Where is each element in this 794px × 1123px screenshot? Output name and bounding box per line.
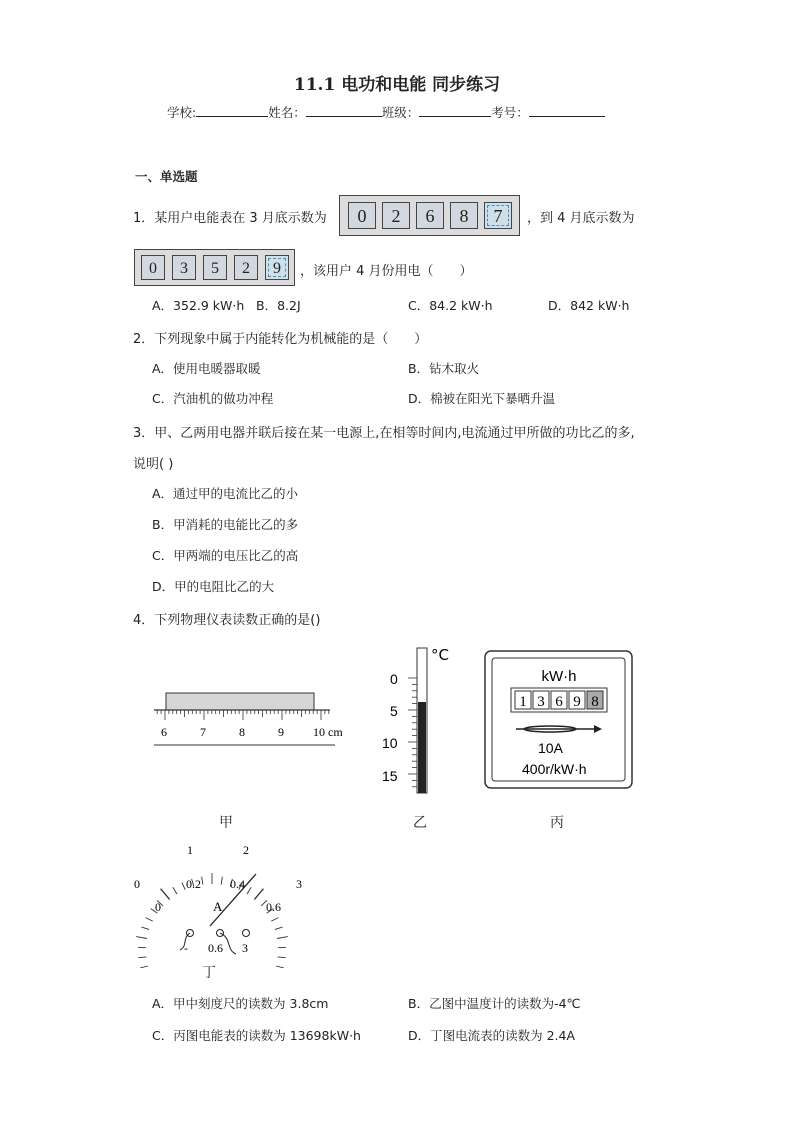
q1-text-b: ，到 4 月底示数为 bbox=[527, 211, 635, 226]
ammeter-tick bbox=[278, 957, 286, 958]
q4-option-b[interactable]: B．乙图中温度计的读数为-4℃ bbox=[408, 996, 581, 1011]
page-title: 11.1 电功和电能 同步练习 bbox=[293, 75, 501, 95]
ammeter-outer-label: 0 bbox=[134, 877, 140, 891]
ammeter-tick bbox=[221, 877, 222, 885]
q4-text: 4．下列物理仪表读数正确的是() bbox=[133, 613, 321, 628]
ammeter-tick bbox=[146, 918, 153, 922]
ruler-tick-label: 7 bbox=[200, 725, 206, 739]
q3-option-b[interactable]: B．甲消耗的电能比乙的多 bbox=[152, 517, 299, 532]
ruler-tick-label: 8 bbox=[239, 725, 245, 739]
thermometer-tick-label: 10 bbox=[382, 735, 398, 751]
terminal-label: - bbox=[184, 941, 188, 955]
class-label: 班级： bbox=[381, 105, 420, 120]
ammeter-tick bbox=[138, 957, 146, 958]
ruler-figure bbox=[150, 685, 360, 755]
q1-text-a: 1．某用户电能表在 3 月底示数为 bbox=[133, 211, 327, 226]
thermometer-tick-label: 0 bbox=[390, 671, 398, 687]
ammeter-inner-label: 0.6 bbox=[266, 900, 281, 914]
q1-option-c[interactable]: C．84.2 kW·h bbox=[408, 298, 493, 313]
ammeter-tick bbox=[202, 877, 203, 885]
meter1-digit: 8 bbox=[450, 202, 478, 229]
thermometer-ticks bbox=[408, 678, 417, 787]
q2-option-d[interactable]: D．棉被在阳光下暴晒升温 bbox=[408, 391, 556, 406]
ammeter-symbol: A bbox=[213, 899, 223, 914]
figure-label-ding: 丁 bbox=[202, 965, 216, 981]
ruler-ticks bbox=[157, 710, 329, 720]
thermometer-tick-label: 5 bbox=[390, 703, 398, 719]
terminal-label: 0.6 bbox=[208, 941, 223, 955]
q3-option-a[interactable]: A．通过甲的电流比乙的小 bbox=[152, 486, 299, 501]
exam-no-blank[interactable] bbox=[529, 104, 605, 117]
q2-option-b[interactable]: B．钻木取火 bbox=[408, 361, 480, 376]
ammeter-tick bbox=[247, 887, 251, 894]
ammeter-tick bbox=[277, 937, 288, 939]
energy-digit: 1 bbox=[519, 694, 527, 710]
ammeter-tick bbox=[276, 966, 284, 968]
energy-digit: 9 bbox=[573, 694, 581, 710]
ammeter-outer-label: 1 bbox=[187, 843, 193, 857]
terminal-label: 3 bbox=[242, 941, 248, 955]
q2-text: 2．下列现象中属于内能转化为机械能的是（ ） bbox=[133, 332, 428, 347]
measured-block bbox=[166, 693, 314, 710]
q2-option-a[interactable]: A．使用电暖器取暖 bbox=[152, 361, 261, 376]
name-label: 姓名： bbox=[268, 105, 306, 120]
q4-option-d[interactable]: D．丁图电流表的读数为 2.4A bbox=[408, 1028, 576, 1043]
meter1-digit-decimal: 7 bbox=[484, 202, 512, 229]
thermometer-figure bbox=[380, 642, 460, 802]
meter2-digit: 2 bbox=[234, 255, 258, 280]
ammeter-tick bbox=[142, 927, 150, 930]
energy-meter-rate: 400r/kW·h bbox=[522, 761, 587, 777]
meter1-digit: 2 bbox=[382, 202, 410, 229]
school-blank[interactable] bbox=[196, 104, 268, 117]
ammeter-inner-label: 0 bbox=[155, 900, 161, 914]
q4-option-a[interactable]: A．甲中刻度尺的读数为 3.8cm bbox=[152, 996, 329, 1011]
figure-label-yi: 乙 bbox=[413, 815, 427, 831]
ammeter-tick bbox=[275, 927, 283, 930]
ammeter-figure bbox=[128, 838, 318, 968]
ruler-tick-label: 10 cm bbox=[313, 725, 343, 739]
q3-text-line2: 说明( ) bbox=[133, 457, 174, 472]
q3-text-line1: 3．甲、乙两用电器并联后接在某一电源上,在相等时间内,电流通过甲所做的功比乙的多, bbox=[133, 426, 635, 441]
meter2-digit: 0 bbox=[141, 255, 165, 280]
meter1-digit: 6 bbox=[416, 202, 444, 229]
meter2-digit: 5 bbox=[203, 255, 227, 280]
q1-meter-1 bbox=[339, 195, 520, 236]
figure-label-bing: 丙 bbox=[550, 815, 564, 831]
ammeter-inner-label: 0.2 bbox=[186, 877, 201, 891]
section-title: 一、单选题 bbox=[135, 169, 198, 184]
ammeter-outer-label: 2 bbox=[243, 843, 249, 857]
thermometer-tick-label: 15 bbox=[382, 768, 398, 784]
ammeter-inner-label: 0.4 bbox=[230, 877, 245, 891]
q3-option-c[interactable]: C．甲两端的电压比乙的高 bbox=[152, 548, 299, 563]
figure-label-jia: 甲 bbox=[219, 815, 233, 831]
ammeter-tick bbox=[136, 937, 147, 939]
meter1-digit: 0 bbox=[348, 202, 376, 229]
ruler-tick-label: 6 bbox=[161, 725, 167, 739]
class-blank[interactable] bbox=[419, 104, 491, 117]
ammeter-tick bbox=[173, 887, 177, 894]
student-info-line bbox=[167, 103, 605, 121]
q1-option-d[interactable]: D．842 kW·h bbox=[548, 298, 630, 313]
ammeter-tick bbox=[254, 889, 263, 900]
ammeter-tick bbox=[271, 918, 278, 922]
energy-meter-figure bbox=[484, 650, 634, 790]
energy-digit: 8 bbox=[591, 694, 599, 710]
q1-option-a[interactable]: A．352.9 kW·h bbox=[152, 298, 245, 313]
q3-option-d[interactable]: D．甲的电阻比乙的大 bbox=[152, 579, 275, 594]
ammeter-tick bbox=[182, 882, 185, 889]
energy-digit: 3 bbox=[537, 694, 545, 710]
energy-meter-unit: kW·h bbox=[541, 668, 577, 685]
terminal-3-icon[interactable] bbox=[243, 930, 250, 937]
name-blank[interactable] bbox=[306, 104, 382, 117]
q1-text-c: ，该用户 4 月份用电（ ） bbox=[300, 264, 473, 279]
energy-meter-current: 10A bbox=[538, 740, 563, 756]
q4-option-c[interactable]: C．丙图电能表的读数为 13698kW·h bbox=[152, 1028, 361, 1043]
ammeter-tick bbox=[140, 966, 148, 968]
thermometer-liquid bbox=[418, 702, 426, 793]
ruler-tick-label: 9 bbox=[278, 725, 284, 739]
exam-no-label: 考号： bbox=[491, 105, 529, 120]
thermometer-unit: °C bbox=[431, 646, 449, 664]
meter2-digit: 3 bbox=[172, 255, 196, 280]
ammeter-tick bbox=[161, 889, 170, 900]
school-label: 学校: bbox=[167, 105, 197, 120]
energy-digit: 6 bbox=[555, 694, 563, 710]
meter2-digit-decimal: 9 bbox=[265, 255, 289, 280]
q1-meter-2 bbox=[134, 249, 295, 286]
q1-option-b[interactable]: B．8.2J bbox=[256, 298, 301, 313]
q2-option-c[interactable]: C．汽油机的做功冲程 bbox=[152, 391, 274, 406]
ammeter-outer-label: 3 bbox=[296, 877, 302, 891]
